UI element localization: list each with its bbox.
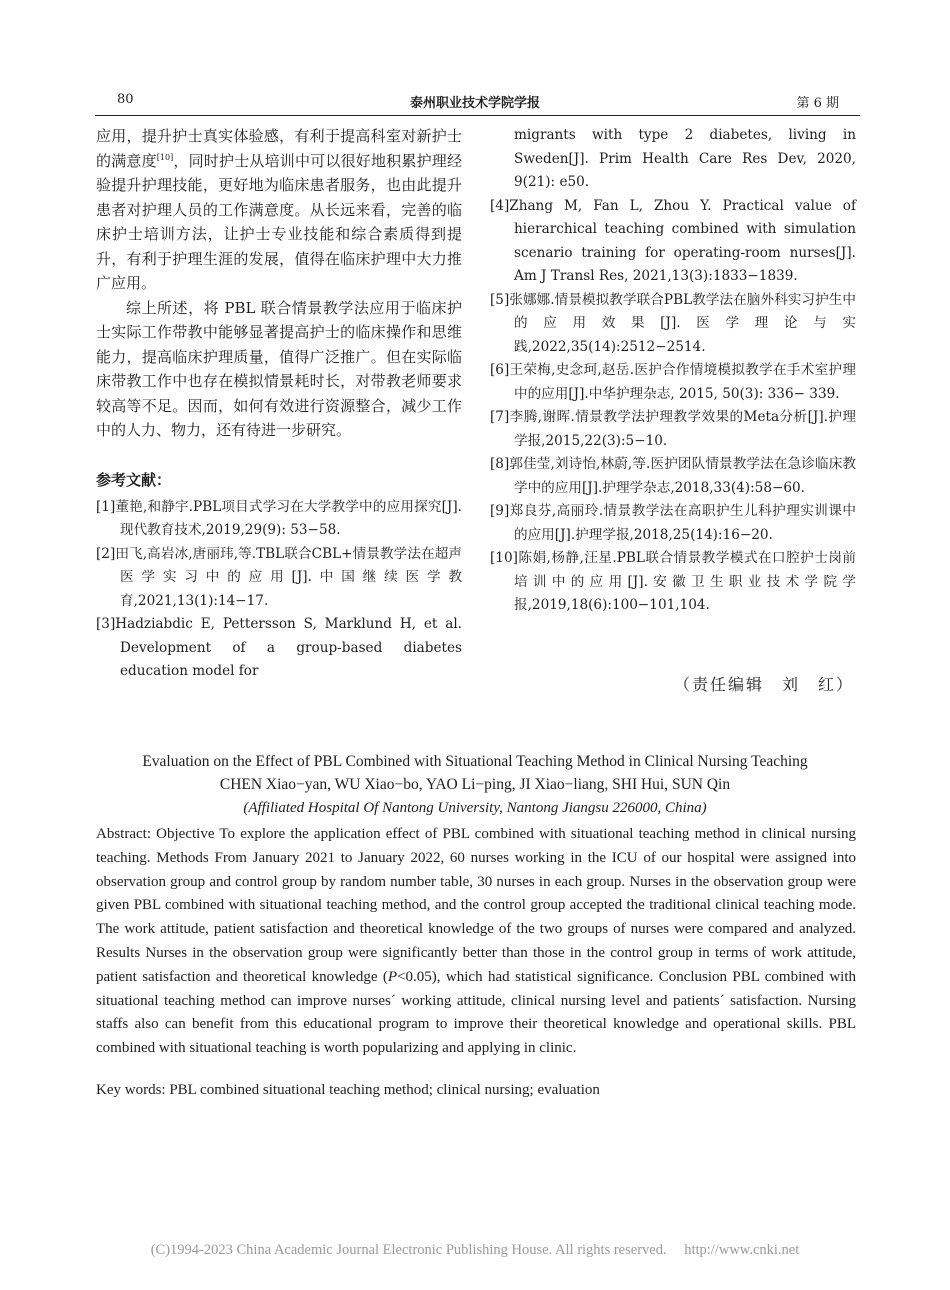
page-header — [95, 92, 855, 114]
english-affiliation: (Affiliated Hospital Of Nantong University, Nantong Jiangsu 226000, China) — [243, 800, 707, 816]
right-column — [490, 124, 856, 618]
reference-item: [9]郑良芬,高丽玲.情景教学法在高职护生儿科护理实训课中的应用[J].护理学报,2018,25(14):16−20. — [490, 503, 856, 543]
english-abstract: Abstract: Objective To explore the application effect of PBL combined with situational teaching method in clinical nursing teaching. Methods From January 2021 to January 2022, 60 nurses working in the ICU of our hospital were assigned into observation group and control group by random number table, 30 nurses in each group. Nurses in the observation group were given PBL combined with situational teaching method, and the control group accepted the traditional clinical teaching mode. The work attitude, patient satisfaction and theoretical knowledge of the two groups of nurses were compared and analyzed. Results Nurses in the observation group were significantly better than those in the control group in terms of work attitude, patient satisfaction and theoretical knowledge (P<0.05), which had statistical significance. Conclusion PBL combined with situational teaching method can improve nurses´ working attitude, clinical nursing level and patients´ satisfaction. Nursing staffs also can benefit from this educational program to improve their theoretical knowledge and operational skills. PBL combined with situational teaching is worth popularizing and applying in clinic. — [96, 826, 856, 1057]
header-rule — [95, 115, 860, 116]
journal-title: 泰州职业技术学院学报 — [409, 96, 540, 111]
citation: [10] — [156, 152, 174, 162]
issue-label: 第 6 期 — [796, 96, 839, 111]
responsible-editor: （责任编辑 刘 红） — [673, 675, 854, 694]
reference-item-continued: migrants with type 2 diabetes, living in Sweden[J]. Prim Health Care Res Dev, 2020, 9(21): e50. — [514, 127, 856, 190]
page-number: 80 — [117, 92, 134, 107]
reference-item: [10]陈娟,杨静,汪星.PBL联合情景教学模式在口腔护士岗前培训中的应用[J].安徽卫生职业技术学院学报,2019,18(6):100−101,104. — [490, 550, 856, 613]
body-paragraph-2: 综上所述，将 PBL 联合情景教学法应用于临床护士实际工作带教中能够显著提高护士的临床操作和思维能力，提高临床护理质量，值得广泛推广。但在实际临床带教工作中也存在模拟情景耗时长，对带教老师要求较高等不足。因而，如何有效进行资源整合，减少工作中的人力、物力，还有待进一步研究。 — [96, 298, 462, 439]
reference-item: [4]Zhang M, Fan L, Zhou Y. Practical value of hierarchical teaching combined with simulation scenario training for operating-room nurses[J]. Am J Transl Res, 2021,13(3):1833−1839. — [490, 197, 856, 284]
reference-item: [7]李腾,谢晖.情景教学法护理教学效果的Meta分析[J].护理学报,2015,22(3):5−10. — [490, 409, 856, 449]
reference-item: [8]郭佳莹,刘诗怡,林蔚,等.医护团队情景教学法在急诊临床教学中的应用[J].护理学杂志,2018,33(4):58−60. — [490, 456, 856, 496]
abstract-label: Abstract: — [96, 826, 151, 842]
english-title: Evaluation on the Effect of PBL Combined with Situational Teaching Method in Clinical Nursing Teaching — [142, 753, 808, 770]
reference-item: [1]董艳,和静宇.PBL项目式学习在大学教学中的应用探究[J].现代教育技术,2019,29(9): 53−58. — [96, 498, 462, 538]
copyright-notice: (C)1994-2023 China Academic Journal Electronic Publishing House. All rights reserved. — [150, 1242, 667, 1258]
reference-item: [3]Hadziabdic E, Pettersson S, Marklund H, et al. Development of a group-based diabetes education model for — [96, 616, 462, 679]
english-keywords: Key words: PBL combined situational teaching method; clinical nursing; evaluation — [96, 1082, 600, 1098]
reference-item: [2]田飞,高岩冰,唐丽玮,等.TBL联合CBL+情景教学法在超声医学实习中的应用[J].中国继续医学教育,2021,13(1):14−17. — [96, 545, 462, 609]
left-column — [96, 124, 462, 684]
footer-url[interactable]: http://www.cnki.net — [684, 1242, 800, 1258]
body-paragraph-1: 应用，提升护士真实体验感，有利于提高科室对新护士的满意度[10]，同时护士从培训中可以很好地积累护理经验提升护理技能，更好地为临床患者服务，也由此提升患者对护理人员的工作满意度。从长远来看，完善的临床护士培训方法，让护士专业技能和综合素质得到提升，有利于护理生涯的发展，值得在临床护理中大力推广应用。 — [96, 127, 462, 292]
references-heading: 参考文献： — [96, 470, 172, 489]
keywords-label: Key words: — [96, 1082, 166, 1098]
english-authors: CHEN Xiao−yan, WU Xiao−bo, YAO Li−ping, JI Xiao−liang, SHI Hui, SUN Qin — [219, 776, 731, 793]
reference-item: [6]王荣梅,史念珂,赵岳.医护合作情境模拟教学在手术室护理中的应用[J].中华护理杂志, 2015, 50(3): 336− 339. — [490, 362, 856, 402]
footer — [0, 1242, 950, 1259]
reference-item: [5]张娜娜.情景模拟教学联合PBL教学法在脑外科实习护生中的应用效果[J].医学理论与实践,2022,35(14):2512−2514. — [490, 291, 856, 355]
